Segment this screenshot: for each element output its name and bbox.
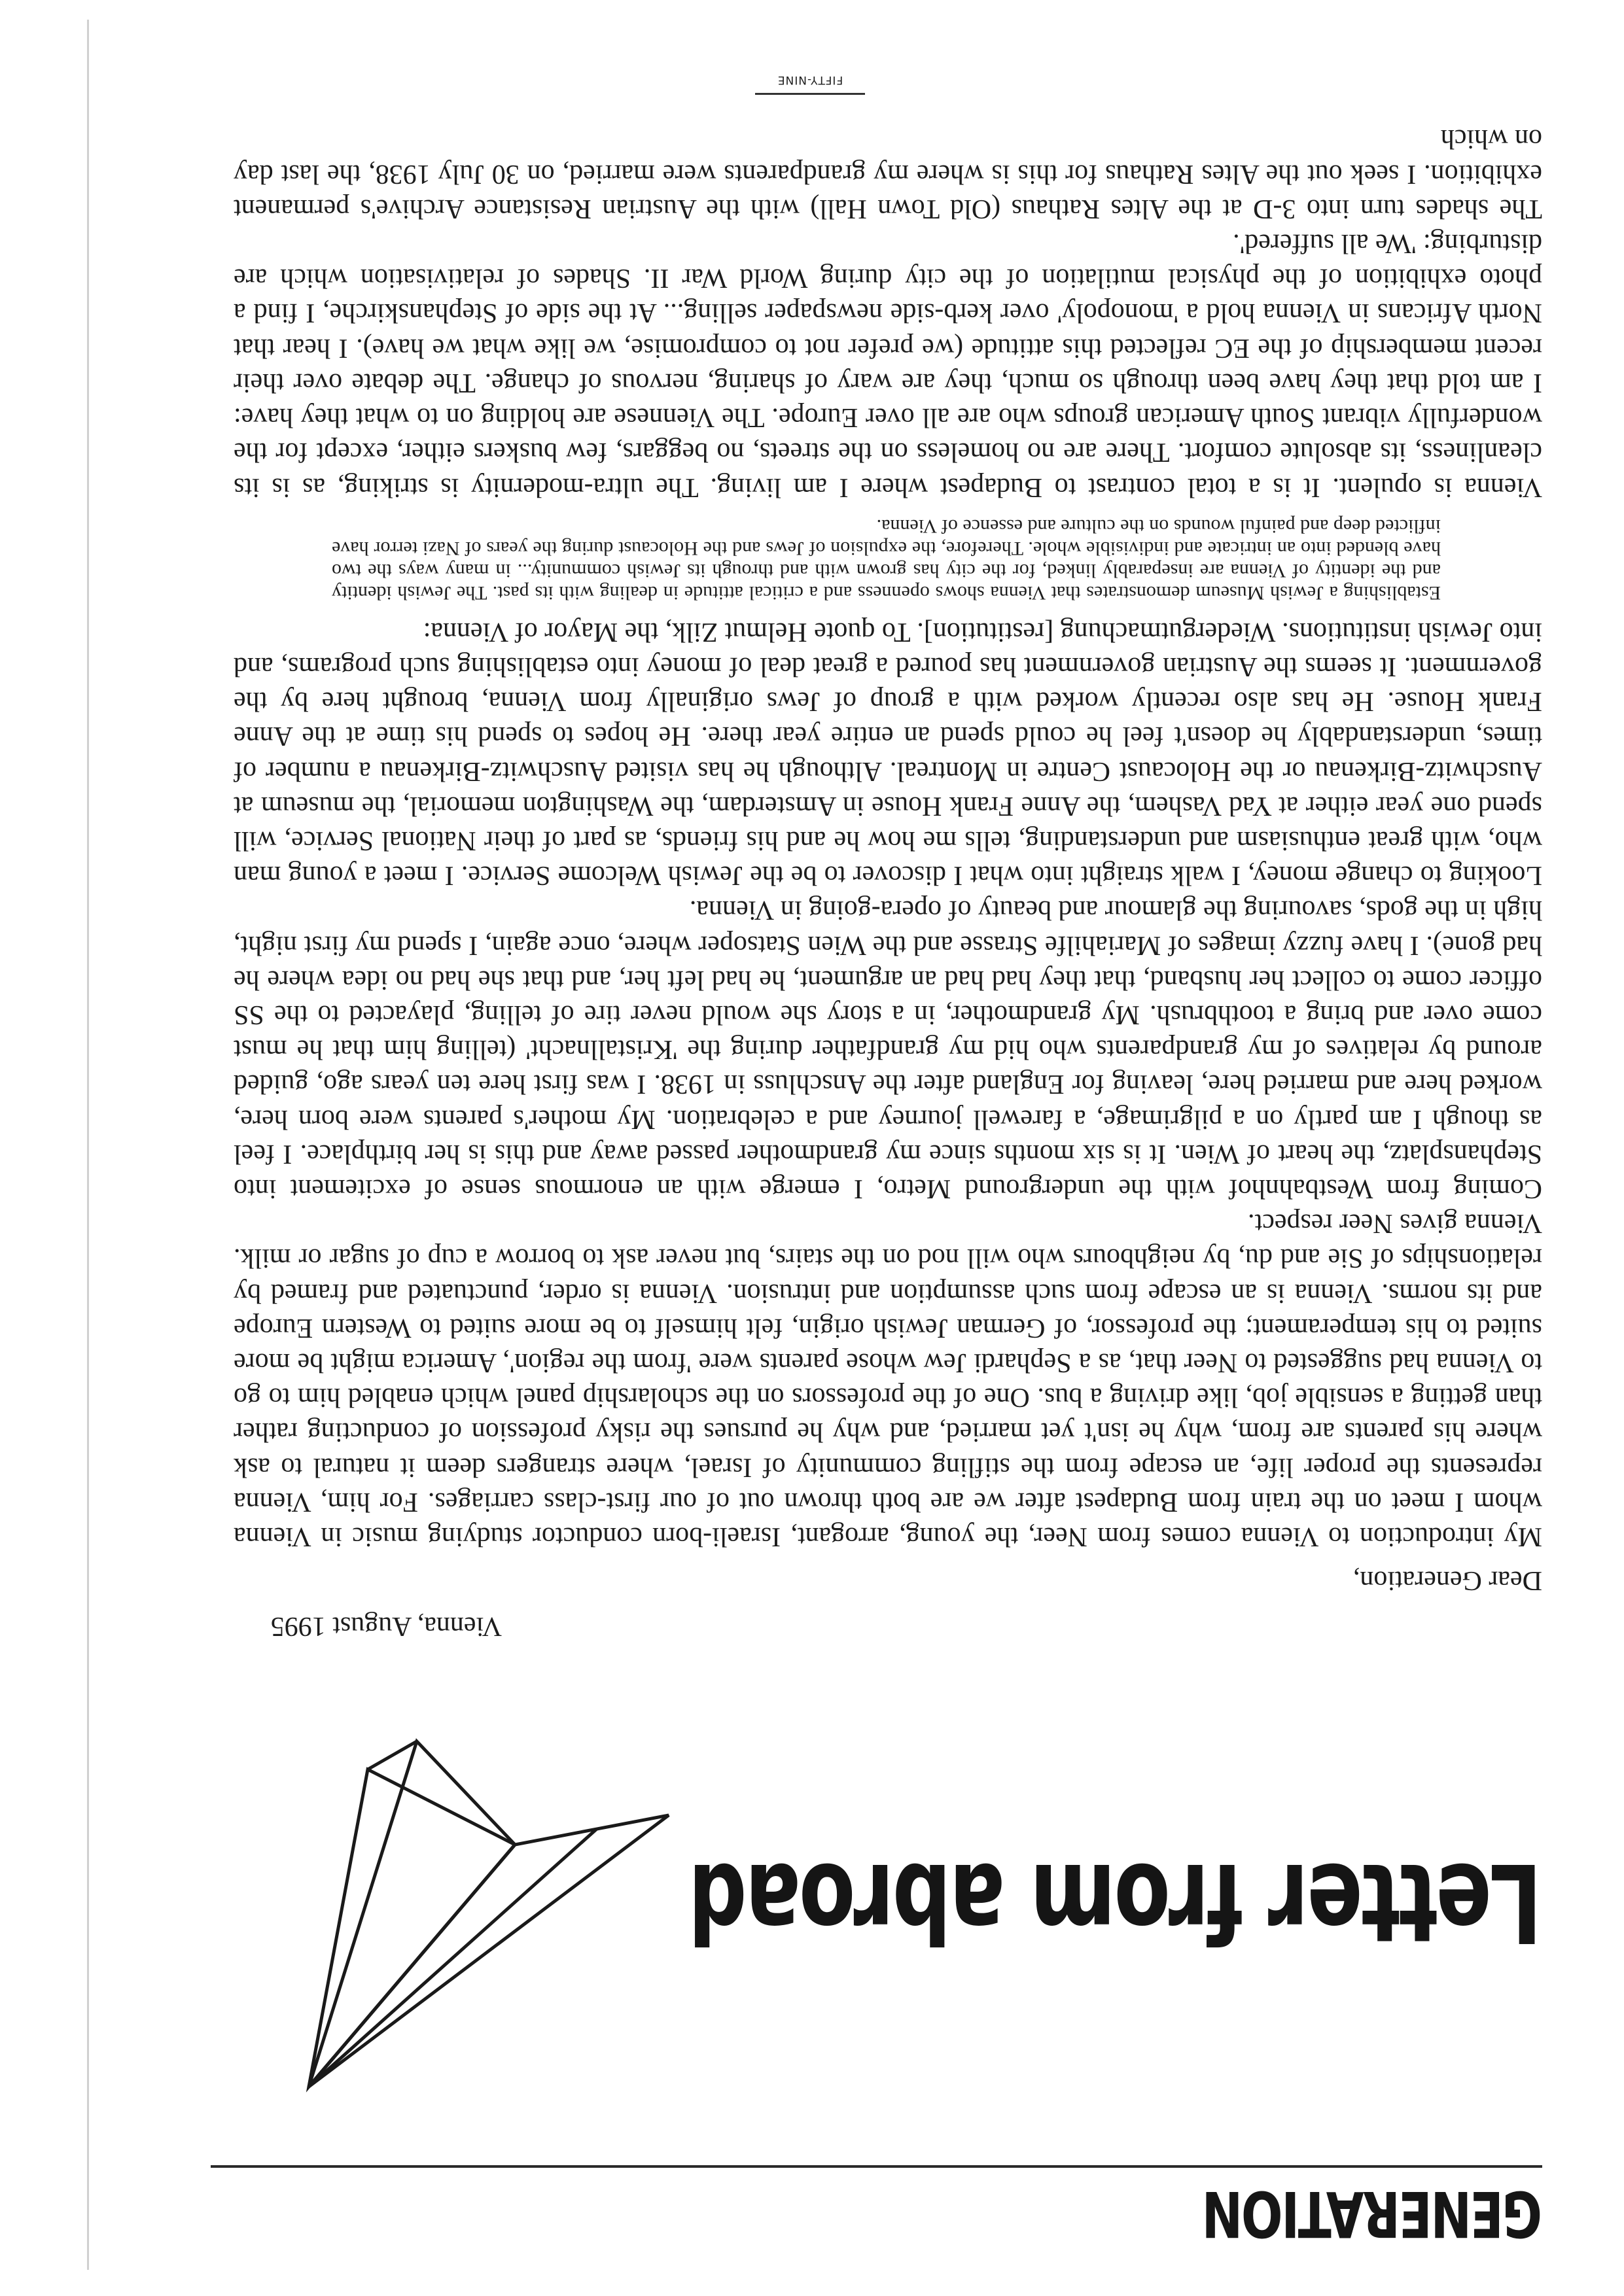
paragraph: The shades turn into 3-D at the Altes Rathaus (Old Town Hall) with the Austrian Resistance Archive's permanent exhibition. I seek out the Altes Rathaus for this is where my grandparents were married, on 30 July 1938, the last day on which xyxy=(234,124,1542,224)
paper-plane-icon xyxy=(302,1733,675,2100)
block-quote: Establishing a Jewish Museum demonstrates that Vienna shows openness and a critical attitude in dealing with its past. The Jewish identity and the identity of Vienna are inseparably linked, for the city has grown with and through its Jewish community... in many ways the two have blended into an intricate and indivisible whole. Therefore, the expulsion of Jews and the Holocaust during the years of Nazi terror have inflicted deep and painful wounds on the culture and essence of Vienna. xyxy=(332,515,1441,604)
page-number: FIFTY-NINE xyxy=(777,73,843,86)
salutation: Dear Generation, xyxy=(1352,1565,1542,1595)
paragraph: Coming from Westbahnhof with the underground Metro, I emerge with an enormous sense of excitement into Stephansplatz, the heart of Wien. It is six months since my grandmother passed away and this is her birthplace. I feel as though I am partly on a pilgrimage, a farewell journey and a celebration. My mother's parents were born here, worked here and married here, leaving for England after the Anschluss in 1938. I was first here ten years ago, guided around by relatives of my grandparents who hid my grandfather during the 'Kristallnacht' (telling him that he must come over and bring a toothbrush. My grandmother, in a story she would never tire of telling, playacted to the SS officer come to collect her husband, that they had had an argument, he had left her, and that she had no idea where he had gone). I have fuzzy images of Mariahilfe Strasse and the Wien Statsoper where, once again, I spend my first night, high in the gods, savouring the glamour and beauty of opera-going in Vienna. xyxy=(234,895,1542,1204)
dateline: Vienna, August 1995 xyxy=(270,1611,502,1641)
paragraph: Looking to change money, I walk straight into what I discover to be the Jewish Welcome Service. I meet a young man who, with great enthusiasm and understanding, tells me how he and his friends, as part of their National Service, will spend one year either at Yad Vashem, the Anne Frank House in Amsterdam, the Washington memorial, the museum at Auschwitz-Birkenau or the Holocaust Centre in Montreal. Although he has visited Auschwitz-Birkenau a number of times, understandably he doesn't feel he could spend an entire year there. He hopes to spend his time at the Anne Frank House. He has also recently worked with a group of Jews originally from Vienna, brought here by the government. It seems the Austrian government has poured a great deal of money into establishing such programs, and into Jewish institutions. Wiedergutmachung [restitution]. To quote Helmut Zilk, the Mayor of Vienna: xyxy=(234,616,1542,891)
letter-body xyxy=(234,121,1542,1554)
paragraph: My introduction to Vienna comes from Neer, the young, arrogant, Israeli-born conductor studying music in Vienna whom I meet on the train from Budapest after we are both thrown out of our first-class carriages. For him, Vienna represents the proper life, an escape from the stifling community of Israel, where strangers deem it natural to ask where his parents are from, why he isn't yet married, and why he pursues the risky profession of conducting rather than getting a sensible job, like driving a bus. One of the professors on the scholarship panel which enabled him to go to Vienna had suggested to Neer that, as a Sephardi Jew whose parents were 'from the region', America might be more suited to his temperament; the professor, of German Jewish origin, felt himself to be more suited to Western Europe and its norms. Vienna is an escape from such assumption and intrusion. Vienna is order, punctuated and framed by relationships of Sie and du, by neighbours who will nod on the stairs, but never ask to borrow a cup of sugar or milk. Vienna gives Neer respect. xyxy=(234,1208,1542,1552)
masthead-rule xyxy=(211,2165,1542,2168)
scan-edge-line xyxy=(87,20,89,2270)
paragraph: Vienna is opulent. It is a total contrast to Budapest where I am living. The ultra-modernity is striking, as is its cleanliness, its absolute comfort. There are no homeless on the streets, no beggars, few buskers either, except for the wonderfully vibrant South American groups who are all over Europe. The Viennese are holding on to what they have: I am told that they have been through so much, they are wary of sharing, nervous of change. The debate over their recent membership of the EC reflected this attitude (we prefer not to compromise, we like what we have). I hear that North Africans in Vienna hold a 'monopoly' over kerb-side newspaper selling... At the side of Stephanskirche, I find a photo exhibition of the physical mutilation of the city during World War II. Shades of relativisation which are disturbing: 'We all suffered'. xyxy=(234,228,1542,502)
folio-rule xyxy=(755,93,865,95)
page-title: Letter from abroad xyxy=(690,1839,1542,1965)
masthead: GENERATION xyxy=(1203,2177,1542,2250)
